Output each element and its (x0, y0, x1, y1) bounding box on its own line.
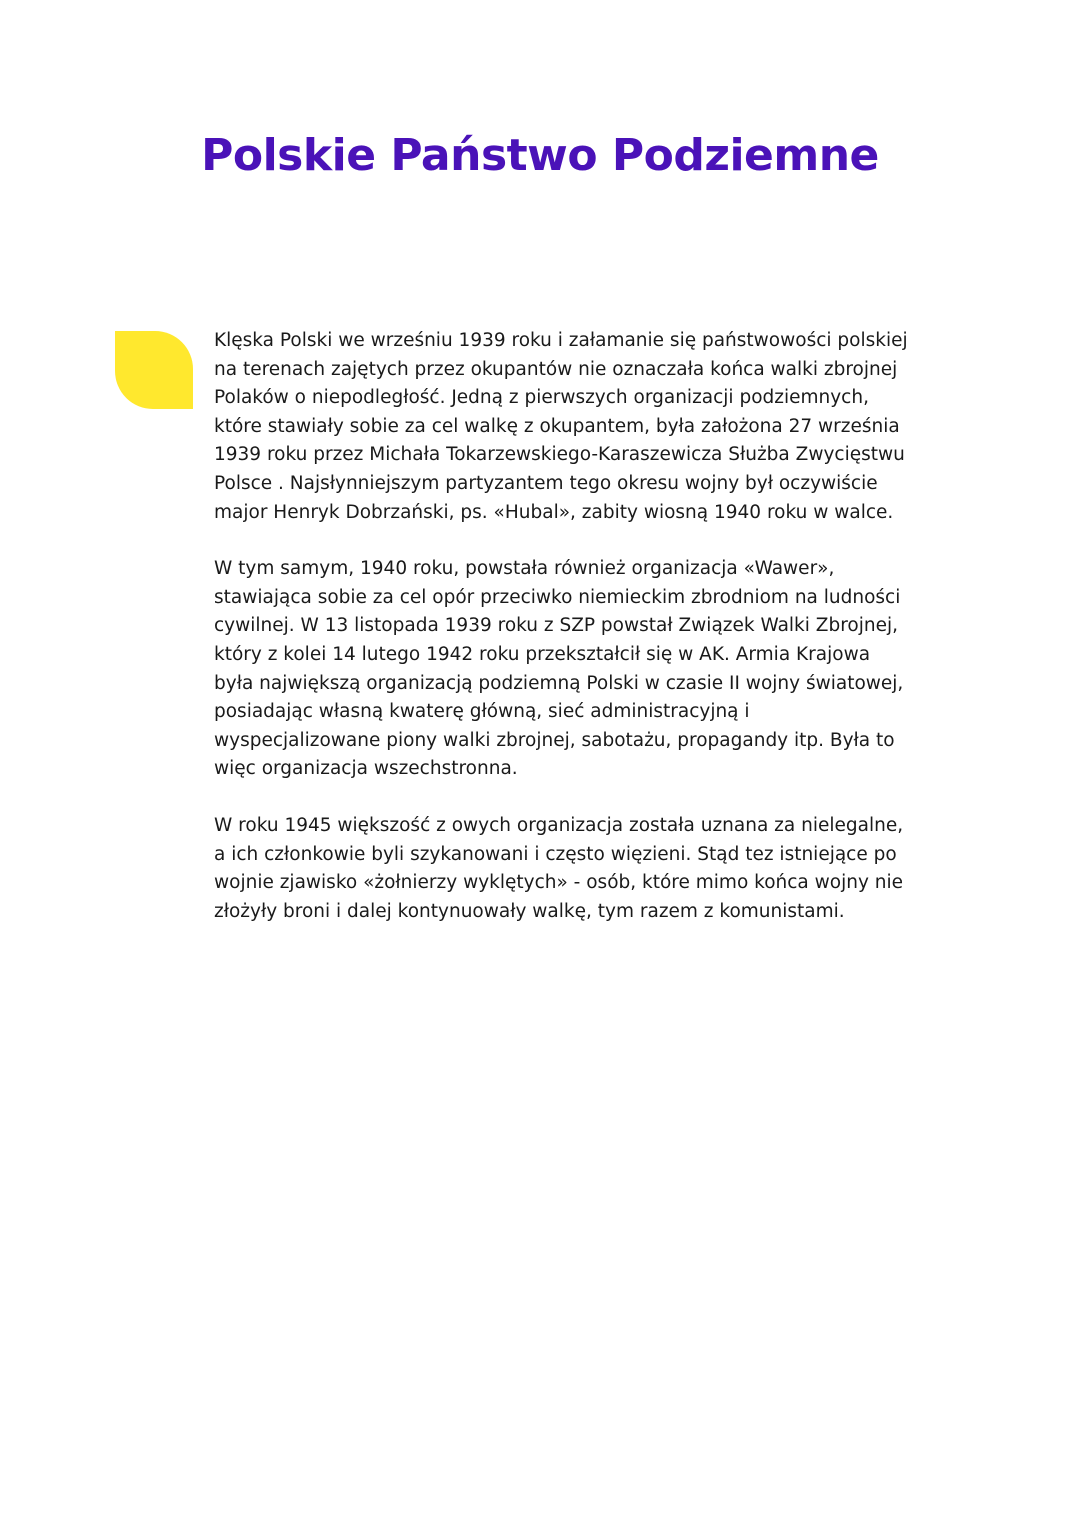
leaf-decoration-icon (115, 331, 193, 409)
paragraph-2: W tym samym, 1940 roku, powstała również organizacja «Wawer», stawiająca sobie za cel opór przeciwko niemieckim zbrodniom na ludności cywilnej. W 13 listopada 1939 roku z SZP powstał Związek Walki Zbrojnej, który z kolei 14 lutego 1942 roku przekształcił się w AK. Armia Krajowa była największą organizacją podziemną Polski w czasie II wojny światowej, posiadając własną kwaterę główną, sieć administracyjną i wyspecjalizowane piony walki zbrojnej, sabotażu, propagandy itp. Była to więc organizacja wszechstronna. (214, 558, 904, 780)
paragraph-3: W roku 1945 większość z owych organizacja została uznana za nielegalne, a ich członkowie byli szykanowani i często więzieni. Stąd tez istniejące po wojnie zjawisko «żołnierzy wyklętych» - osób, które mimo końca wojny nie złożyły broni i dalej kontynuowały walkę, tym razem z komunistami. (214, 814, 904, 922)
article-body (214, 327, 914, 954)
page-title: Polskie Państwo Podziemne (201, 130, 879, 181)
paragraph-1: Klęska Polski we wrześniu 1939 roku i załamanie się państwowości polskiej na terenach zajętych przez okupantów nie oznaczała końca walki zbrojnej Polaków o niepodległość. Jedną z pierwszych organizacji podziemnych, które stawiały sobie za cel walkę z okupantem, była założona 27 września 1939 roku przez Michała Tokarzewskiego-Karaszewicza Służba Zwycięstwu Polsce . Najsłynniejszym partyzantem tego okresu wojny był oczywiście major Henryk Dobrzański, ps. «Hubal», zabity wiosną 1940 roku w walce. (214, 330, 908, 523)
